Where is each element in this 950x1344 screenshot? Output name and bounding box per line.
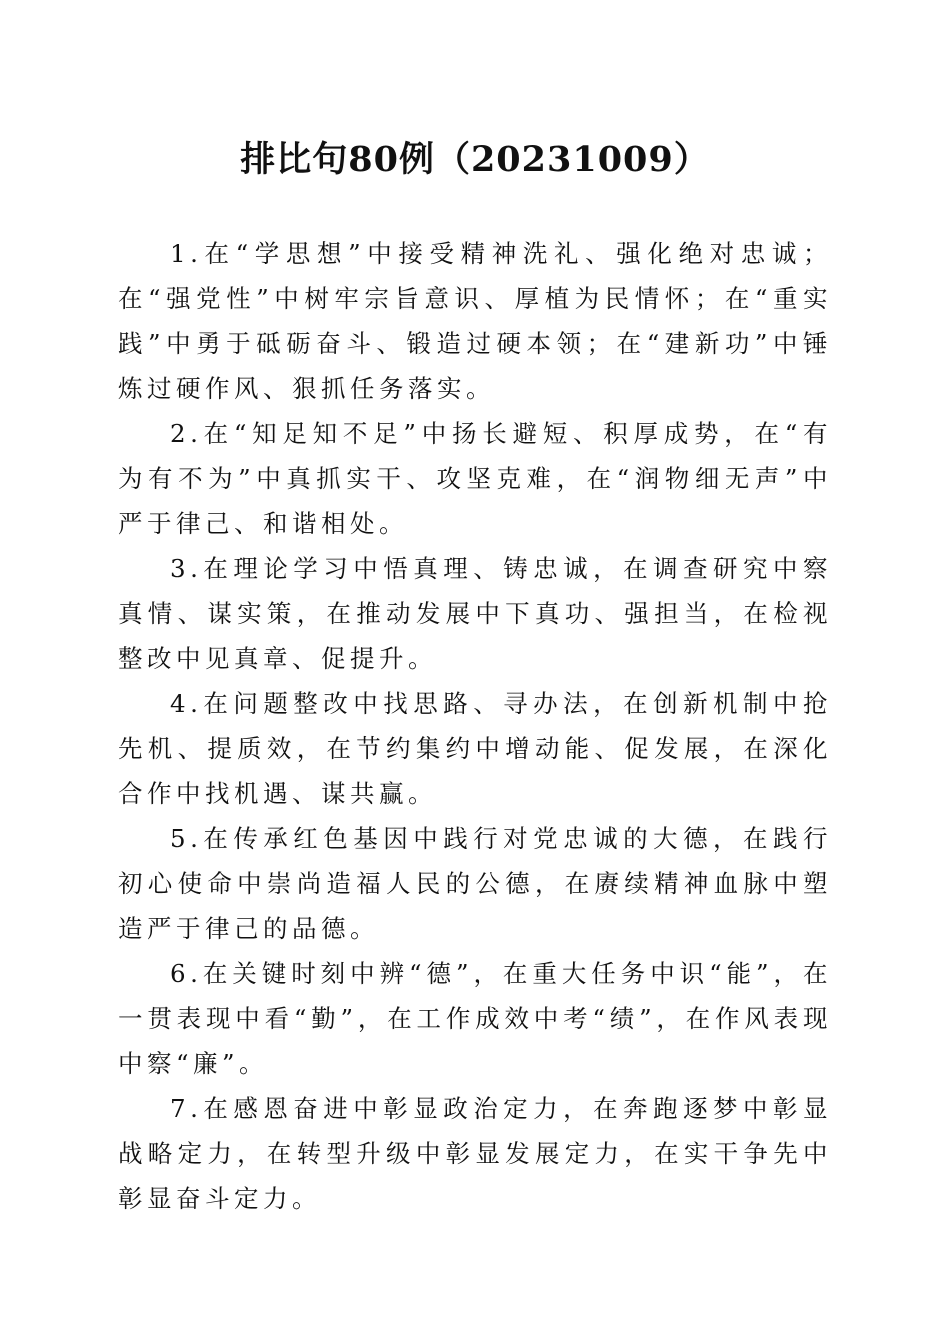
paragraph-1: 1.在“学思想”中接受精神洗礼、强化绝对忠诚；在“强党性”中树牢宗旨意识、厚植为民情怀；在“重实践”中勇于砥砺奋斗、锻造过硬本领；在“建新功”中锤炼过硬作风、狠抓任务落实。 xyxy=(118,239,832,403)
paragraph-2: 2.在“知足知不足”中扬长避短、积厚成势，在“有为有不为”中真抓实干、攻坚克难，在“润物细无声”中严于律己、和谐相处。 xyxy=(118,419,832,538)
paragraph-7: 7.在感恩奋进中彰显政治定力，在奔跑逐梦中彰显战略定力，在转型升级中彰显发展定力，在实干争先中彰显奋斗定力。 xyxy=(118,1094,832,1213)
paragraph-6: 6.在关键时刻中辨“德”，在重大任务中识“能”，在一贯表现中看“勤”，在工作成效中考“绩”，在作风表现中察“廉”。 xyxy=(118,959,832,1078)
paragraph-3: 3.在理论学习中悟真理、铸忠诚，在调查研究中察真情、谋实策，在推动发展中下真功、强担当，在检视整改中见真章、促提升。 xyxy=(118,554,832,673)
document-title: 排比句80例（20231009） xyxy=(240,139,710,180)
document-body xyxy=(118,231,832,1221)
paragraph-4: 4.在问题整改中找思路、寻办法，在创新机制中抢先机、提质效，在节约集约中增动能、促发展，在深化合作中找机遇、谋共赢。 xyxy=(118,689,832,808)
paragraph-5: 5.在传承红色基因中践行对党忠诚的大德，在践行初心使命中崇尚造福人民的公德，在赓续精神血脉中塑造严于律己的品德。 xyxy=(118,824,832,943)
